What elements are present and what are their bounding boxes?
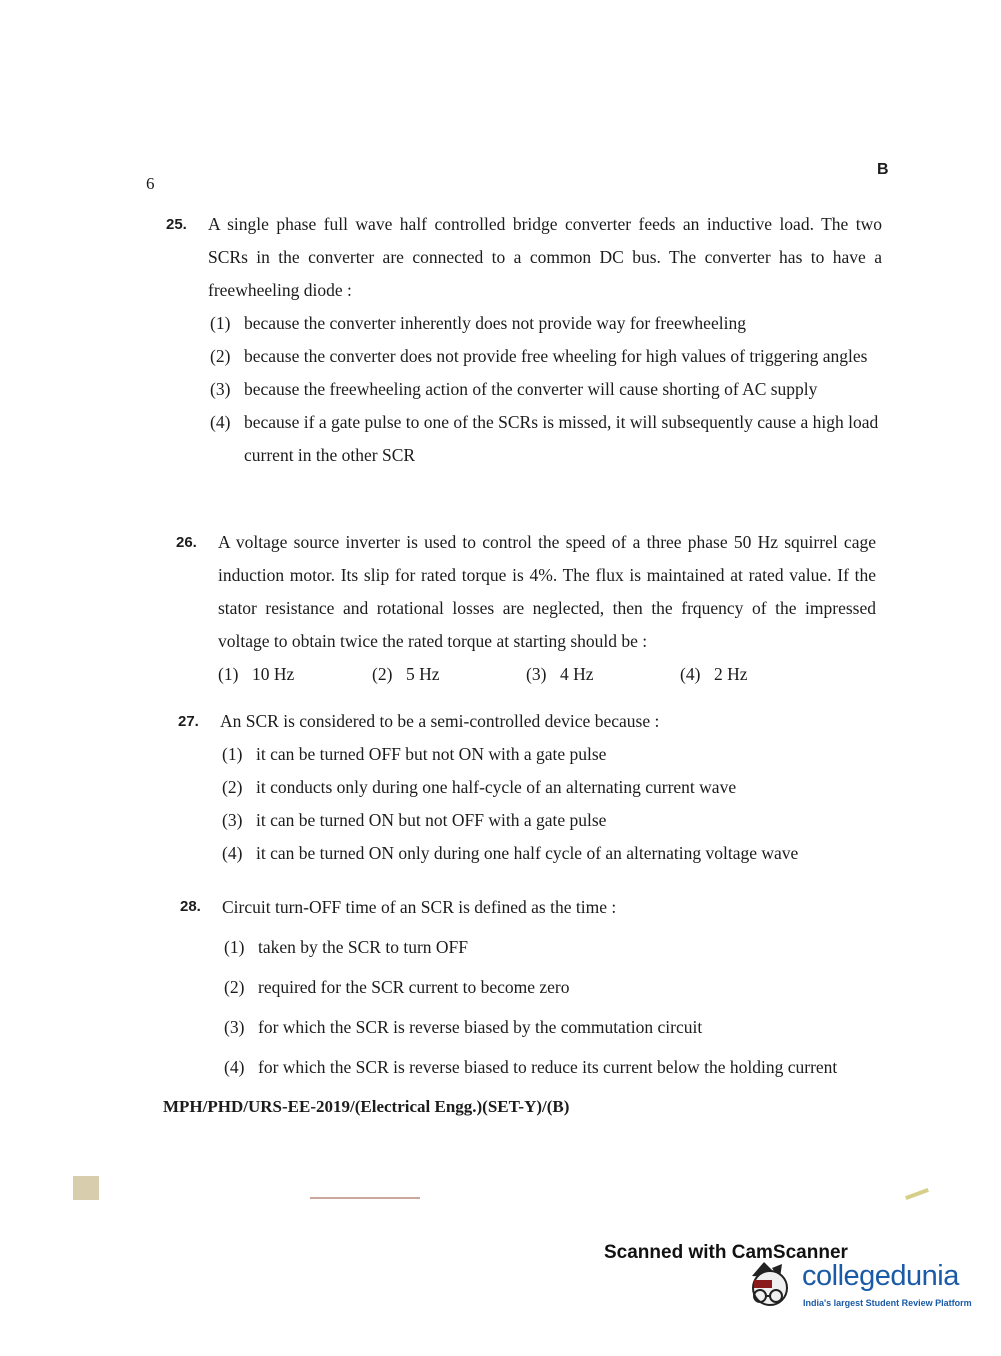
footer-code: MPH/PHD/URS-EE-2019/(Electrical Engg.)(SET-Y)/(B) xyxy=(163,1097,570,1116)
option xyxy=(210,307,882,340)
option xyxy=(224,1007,880,1047)
option-text: it can be turned ON only during one half cycle of an alternating voltage wave xyxy=(256,843,799,863)
option-number: (4) xyxy=(222,843,243,863)
option-number: (1) xyxy=(218,664,239,684)
option-text: for which the SCR is reverse biased to reduce its current below the holding current xyxy=(258,1057,838,1077)
question-number: 26. xyxy=(176,534,197,551)
option-text: because the converter inherently does not provide way for freewheeling xyxy=(244,313,746,333)
option xyxy=(222,771,878,804)
brand-name: collegedunia xyxy=(802,1260,959,1292)
option-number: (3) xyxy=(224,1017,245,1037)
scan-line-bottom xyxy=(310,1197,420,1199)
collegedunia-logo xyxy=(742,1258,982,1318)
option xyxy=(210,406,882,472)
question-text: An SCR is considered to be a semi-controlled device because : xyxy=(220,711,660,731)
question-text: A voltage source inverter is used to control the speed of a three phase 50 Hz squirrel cage induction motor. Its slip for rated torque is 4%. The flux is maintained at rated value. If the stator resistance and rotational losses are neglected, then the frquency of the impressed voltage to obtain twice the rated torque at starting should be : xyxy=(218,532,876,651)
option-number: (1) xyxy=(224,937,245,957)
scan-mark-right xyxy=(905,1188,929,1200)
set-letter: B xyxy=(877,161,889,178)
option-number: (1) xyxy=(210,313,231,333)
option-number: (4) xyxy=(210,412,231,432)
scan-mark-left xyxy=(73,1176,99,1200)
mascot-icon xyxy=(742,1258,800,1318)
question-text: A single phase full wave half controlled bridge converter feeds an inductive load. The two SCRs in the converter are connected to a common DC bus. The converter has to have a freewheeling diode : xyxy=(208,214,882,300)
option xyxy=(680,658,834,691)
question-number: 25. xyxy=(166,216,187,233)
question-28 xyxy=(180,887,880,1087)
option xyxy=(222,837,878,870)
scanned-with-text: Scanned with CamScanner xyxy=(604,1242,848,1263)
option-text: for which the SCR is reverse biased by the commutation circuit xyxy=(258,1017,703,1037)
option-text: taken by the SCR to turn OFF xyxy=(258,937,469,957)
option-text: 2 Hz xyxy=(714,664,748,684)
option-text: because the converter does not provide free wheeling for high values of triggering angles xyxy=(244,346,868,366)
option-text: it can be turned OFF but not ON with a gate pulse xyxy=(256,744,607,764)
option-text: because the freewheeling action of the converter will cause shorting of AC supply xyxy=(244,379,818,399)
option-number: (3) xyxy=(210,379,231,399)
option-number: (2) xyxy=(224,977,245,997)
question-27 xyxy=(178,705,878,870)
option-list xyxy=(222,738,878,870)
option xyxy=(222,738,878,771)
option-list xyxy=(224,927,880,1087)
option-text: it conducts only during one half-cycle of an alternating current wave xyxy=(256,777,737,797)
page-number: 6 xyxy=(146,174,155,193)
question-number: 28. xyxy=(180,898,201,915)
option-text: it can be turned ON but not OFF with a gate pulse xyxy=(256,810,607,830)
question-26 xyxy=(176,526,876,691)
option xyxy=(372,658,526,691)
option-number: (3) xyxy=(526,664,547,684)
option-number: (4) xyxy=(680,664,701,684)
option-number: (4) xyxy=(224,1057,245,1077)
option-number: (2) xyxy=(372,664,393,684)
option-text: 4 Hz xyxy=(560,664,594,684)
brand-tagline: India's largest Student Review Platform xyxy=(803,1298,972,1308)
option-text: 5 Hz xyxy=(406,664,440,684)
question-text: Circuit turn-OFF time of an SCR is defined as the time : xyxy=(222,897,617,917)
option-number: (3) xyxy=(222,810,243,830)
option-text: 10 Hz xyxy=(252,664,295,684)
option xyxy=(218,658,372,691)
option xyxy=(224,927,880,967)
question-25 xyxy=(166,208,882,472)
option xyxy=(222,804,878,837)
option xyxy=(224,1047,880,1087)
question-number: 27. xyxy=(178,713,199,730)
option-text: because if a gate pulse to one of the SCRs is missed, it will subsequently cause a high load current in the other SCR xyxy=(244,412,879,465)
option xyxy=(526,658,680,691)
option-text: required for the SCR current to become zero xyxy=(258,977,570,997)
option xyxy=(210,340,882,373)
option-list xyxy=(218,658,876,691)
option-list xyxy=(210,307,882,472)
option-number: (2) xyxy=(210,346,231,366)
option xyxy=(210,373,882,406)
option-number: (1) xyxy=(222,744,243,764)
option-number: (2) xyxy=(222,777,243,797)
option xyxy=(224,967,880,1007)
